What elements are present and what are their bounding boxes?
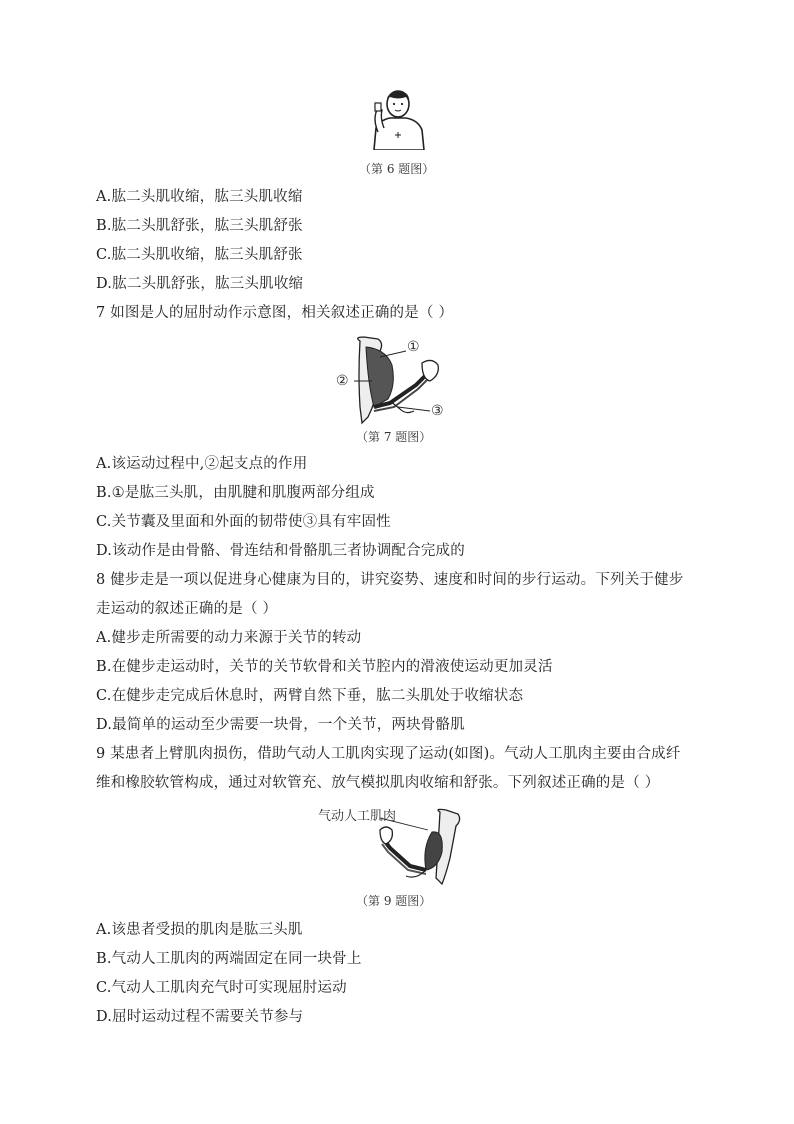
q6-figure: [368, 88, 428, 150]
q7-label-2: ②: [336, 373, 349, 389]
q6-option-c: C.肱二头肌收缩，肱三头肌舒张: [96, 247, 303, 263]
q7-option-a: A.该运动过程中,②起支点的作用: [96, 456, 308, 472]
q9-option-a: A.该患者受损的肌肉是肱三头肌: [96, 922, 303, 938]
artificial-muscle-arm-diagram: [376, 808, 466, 886]
q7-caption: （第 7 题图）: [356, 430, 432, 444]
q9-option-d: D.屈时运动过程不需要关节参与: [96, 1009, 304, 1025]
q6-option-d: D.肱二头肌舒张，肱三头肌收缩: [96, 276, 304, 292]
q9-option-c: C.气动人工肌肉充气时可实现屈肘运动: [96, 980, 347, 996]
q7-label-1: ①: [407, 339, 420, 355]
q8-option-c: C.在健步走完成后休息时，两臂自然下垂，肱二头肌处于收缩状态: [96, 688, 524, 704]
q7-option-b: B.①是肱三头肌，由肌腱和肌腹两部分组成: [96, 485, 375, 501]
q9-caption: （第 9 题图）: [356, 894, 432, 908]
q8-stem-line-1: 8 健步走是一项以促进身心健康为目的，讲究姿势、速度和时间的步行运动。下列关于健步: [96, 572, 684, 588]
q9-stem-line-1: 9 某患者上臂肌肉损伤，借助气动人工肌肉实现了运动(如图)。气动人工肌肉主要由合成纤: [96, 746, 681, 762]
q6-option-b: B.肱二头肌舒张，肱三头肌舒张: [96, 218, 303, 234]
q7-label-3: ③: [431, 403, 444, 419]
q8-option-b: B.在健步走运动时，关节的关节软骨和关节腔内的滑液使运动更加灵活: [96, 659, 553, 675]
q7-stem: 7 如图是人的屈肘动作示意图，相关叙述正确的是（ ）: [96, 305, 454, 321]
q7-option-c: C.关节囊及里面和外面的韧带使③具有牢固性: [96, 514, 391, 530]
q8-option-a: A.健步走所需要的动力来源于关节的转动: [96, 630, 362, 646]
q6-caption: （第 6 题图）: [359, 162, 435, 176]
q8-option-d: D.最简单的运动至少需要一块骨，一个关节，两块骨骼肌: [96, 717, 465, 733]
person-drinking-illustration: [368, 88, 428, 150]
q9-option-b: B.气动人工肌肉的两端固定在同一块骨上: [96, 951, 362, 967]
q8-stem-line-2: 走运动的叙述正确的是（ ）: [96, 601, 278, 617]
q9-figure: [376, 808, 466, 886]
q9-stem-line-2: 维和橡胶软管构成，通过对软管充、放气模拟肌肉收缩和舒张。下列叙述正确的是（ ）: [96, 775, 660, 791]
q6-option-a: A.肱二头肌收缩，肱三头肌收缩: [96, 189, 303, 205]
q7-option-d: D.该动作是由骨骼、骨连结和骨骼肌三者协调配合完成的: [96, 543, 465, 559]
q9-figure-label: 气动人工肌肉: [318, 809, 397, 824]
